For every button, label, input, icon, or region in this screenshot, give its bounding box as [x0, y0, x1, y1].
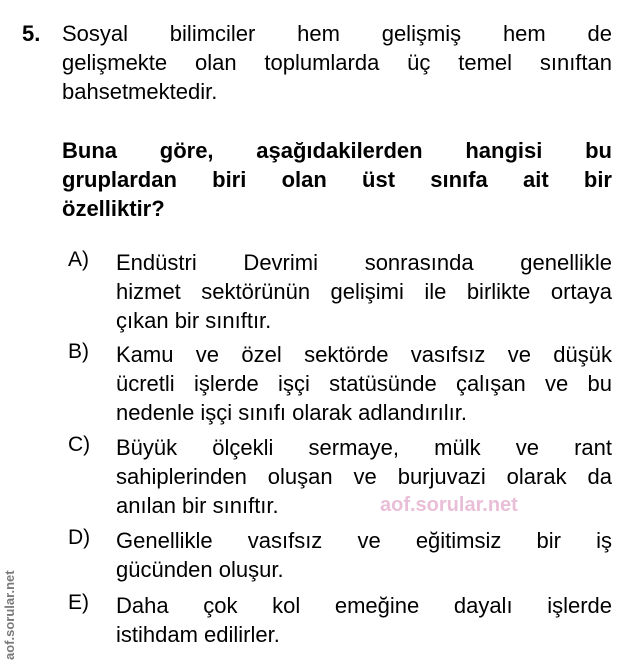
- option-line: nedenle işçi sınıfı olarak adlandırılır.: [116, 400, 467, 425]
- option-line: Daha çok kol emeğine dayalı işlerde: [116, 593, 612, 618]
- option-line: Büyük ölçekli sermaye, mülk ve rant: [116, 435, 612, 460]
- option-line: anılan bir sınıftır.: [116, 493, 279, 518]
- prompt-line: Buna göre, aşağıdakilerden hangisi bu: [62, 138, 612, 163]
- option-line: hizmet sektörünün gelişimi ile birlikte ortaya: [116, 279, 612, 304]
- prompt-line: gruplardan biri olan üst sınıfa ait bir: [62, 167, 612, 192]
- option-line: Genellikle vasıfsız ve eğitimsiz bir iş: [116, 528, 612, 553]
- option-line: Endüstri Devrimi sonrasında genellikle: [116, 250, 612, 275]
- option-line: istihdam edilirler.: [116, 622, 280, 647]
- option-letter: C): [68, 433, 91, 456]
- option-line: ücretli işlerde işçi statüsünde çalışan ve bu: [116, 371, 612, 396]
- prompt-line: özelliktir?: [62, 196, 165, 221]
- stem-line: bahsetmektedir.: [62, 79, 218, 104]
- stem-line: Sosyal bilimciler hem gelişmiş hem de: [62, 21, 612, 46]
- side-label: aof.sorular.net: [2, 570, 17, 660]
- watermark: aof.sorular.net: [380, 494, 518, 516]
- option-line: sahiplerinden oluşan ve burjuvazi olarak da: [116, 464, 612, 489]
- option-letter: B): [68, 340, 89, 363]
- option-letter: E): [68, 591, 89, 614]
- option-letter: A): [68, 248, 89, 271]
- stem-line: gelişmekte olan toplumlarda üç temel sınıftan: [62, 50, 612, 75]
- question-number: 5.: [22, 21, 41, 46]
- option-line: çıkan bir sınıftır.: [116, 308, 272, 333]
- option-letter: D): [68, 526, 91, 549]
- option-line: Kamu ve özel sektörde vasıfsız ve düşük: [116, 342, 612, 367]
- option-line: gücünden oluşur.: [116, 557, 284, 582]
